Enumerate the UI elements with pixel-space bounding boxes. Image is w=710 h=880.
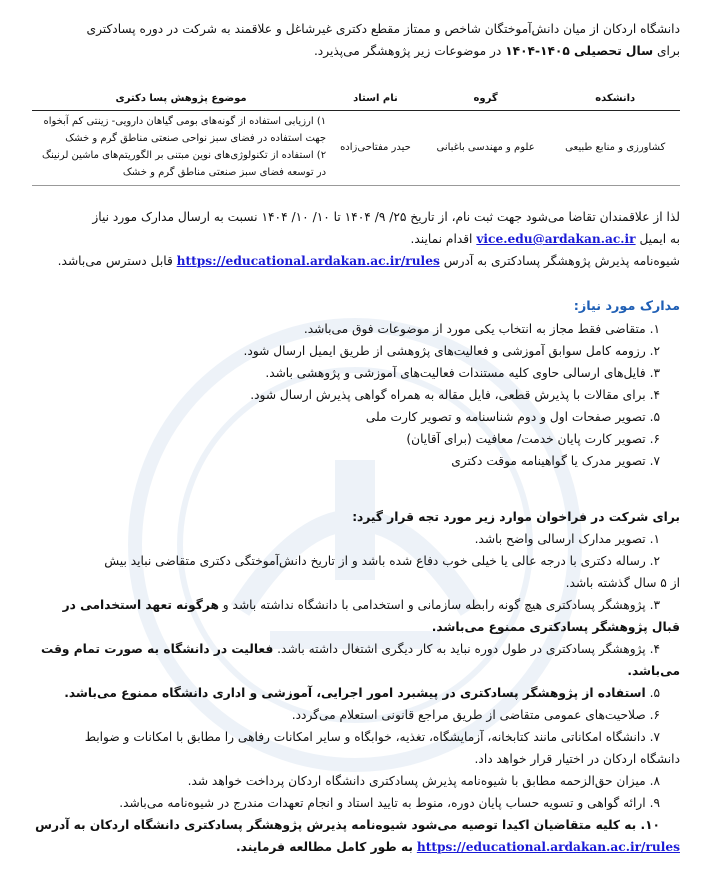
email-link[interactable]: vice.edu@ardakan.ac.ir	[476, 232, 636, 246]
intro-line-2-post: در موضوعات زیر پژوهشگر می‌پذیرد.	[313, 44, 502, 58]
condition-3-line-2	[32, 616, 680, 638]
cell-group: علوم و مهندسی باغبانی	[421, 111, 551, 186]
registration-line-2	[32, 228, 680, 250]
conditions-title	[32, 506, 680, 528]
list-item: ۷. تصویر مدرک یا گواهینامه موقت دکتری	[451, 454, 660, 468]
list-item: ۱. متقاضی فقط مجاز به انتخاب یکی مورد از موضوعات فوق می‌باشد.	[303, 322, 660, 336]
registration-line-2-post: اقدام نمایند.	[410, 232, 473, 246]
condition-2-line-2: از ۵ سال گذشته باشد.	[565, 576, 680, 590]
intro-line-2-pre: برای	[656, 44, 680, 58]
header-topic: موضوع پژوهش پسا دکتری	[32, 88, 330, 111]
list-item: ۵. تصویر صفحات اول و دوم شناسنامه و تصویر کارت ملی	[365, 410, 660, 424]
condition-4	[32, 638, 680, 660]
condition-6: ۶. صلاحیت‌های عمومی متقاضی از طریق مراجع قانونی استعلام می‌گردد.	[291, 708, 660, 722]
condition-4-text: ۴. پژوهشگر پسادکتری در طول دوره نباید به کار دیگری اشتغال داشته باشد.	[277, 642, 660, 656]
registration-line-1: لذا از علاقمندان تقاضا می‌شود جهت ثبت نام، از تاریخ ۲۵/ ۹/ ۱۴۰۴ تا ۱۰/ ۱۰/ ۱۴۰۴ نسبت به ارسال مدارک مورد نیاز	[92, 210, 680, 224]
condition-7-line-2: دانشگاه اردکان در اختیار قرار خواهد داد.	[474, 752, 680, 766]
list-item: ۶. تصویر کارت پایان خدمت/ معافیت (برای آقایان)	[406, 432, 660, 446]
header-professor: نام استاد	[330, 88, 421, 111]
condition-4-bold-2: می‌باشد.	[627, 664, 680, 678]
condition-10-bold-2: به طور کامل مطالعه فرمایند.	[236, 840, 413, 854]
condition-4-line-2	[32, 660, 680, 682]
academic-year: سال تحصیلی ۱۴۰۵-۱۴۰۴	[505, 44, 654, 58]
condition-3-bold-2: قبال پژوهشگر پسادکتری ممنوع می‌باشد.	[431, 620, 680, 634]
table-header-row	[32, 88, 680, 111]
list-item: ۳. فایل‌های ارسالی حاوی کلیه مستندات فعالیت‌های آموزشی و پژوهشی باشد.	[265, 366, 660, 380]
header-group: گروه	[421, 88, 551, 111]
condition-10-bold-1: ۱۰. به کلیه متقاضیان اکیدا توصیه می‌شود شیوه‌نامه پذیرش پژوهشگر پسادکتری دانشگاه اردکان به آدرس	[35, 818, 660, 832]
condition-3-bold-1: هرگونه تعهد استخدامی در	[62, 598, 219, 612]
conditions-title-text: برای شرکت در فراخوان موارد زیر مورد تجه قرار گیرد:	[352, 510, 680, 524]
list-item: ۲. رزومه کامل سوابق آموزشی و فعالیت‌های پژوهشی از طریق ایمیل ارسال شود.	[243, 344, 660, 358]
condition-8: ۸. میزان حق‌الزحمه مطابق با شیوه‌نامه پذیرش پسادکتری دانشگاه اردکان پرداخت خواهد شد.	[187, 774, 660, 788]
cell-faculty: کشاورزی و منابع طبیعی	[550, 111, 680, 186]
registration-line-3	[32, 250, 680, 272]
intro-line-2	[32, 40, 680, 62]
condition-2-line-1: ۲. رساله دکتری با درجه عالی یا خیلی خوب دفاع شده باشد و از تاریخ دانش‌آموختگی دکتری متقاضی نباید بیش	[104, 554, 660, 568]
table-row	[32, 111, 680, 186]
documents-list	[32, 318, 680, 472]
condition-4-bold-1: فعالیت در دانشگاه به صورت تمام وقت	[41, 642, 274, 656]
intro-paragraph	[32, 18, 680, 62]
conditions-section	[32, 506, 680, 858]
condition-5	[32, 682, 680, 704]
rules-link-2[interactable]: https://educational.ardakan.ac.ir/rules	[416, 840, 680, 854]
registration-line-3-post: قابل دسترس می‌باشد.	[57, 254, 173, 268]
condition-3	[32, 594, 680, 616]
condition-7-line-1: ۷. دانشگاه امکاناتی مانند کتابخانه، آزمایشگاه، تغذیه، خوابگاه و سایر امکانات رفاهی را مطابق با امکانات و ضوابط	[84, 730, 660, 744]
header-faculty: دانشکده	[550, 88, 680, 111]
condition-9: ۹. ارائه گواهی و تسویه حساب پایان دوره، منوط به تایید استاد و انجام تعهدات مندرج در شیوه‌نامه می‌باشد.	[119, 796, 660, 810]
condition-1: ۱. تصویر مدارک ارسالی واضح باشد.	[474, 532, 660, 546]
research-table-wrapper	[32, 88, 680, 186]
rules-link[interactable]: https://educational.ardakan.ac.ir/rules	[176, 254, 440, 268]
research-topics-table	[32, 88, 680, 186]
condition-10-line-2	[32, 836, 680, 858]
documents-title: مدارک مورد نیاز:	[573, 299, 680, 314]
registration-paragraph	[32, 206, 680, 272]
topic-1: ۱) ارزیابی استفاده از گونه‌های بومی گیاهان دارویی- زینتی کم آبخواه جهت استفاده در فضای سبز نواحی صنعتی مناطق گرم و خشک	[43, 116, 327, 144]
condition-3-text: ۳. پژوهشگر پسادکتری هیچ گونه رابطه سازمانی و استخدامی با دانشگاه نداشته باشد و	[222, 598, 660, 612]
topic-2: ۲) استفاده از تکنولوژی‌های نوین مبتنی بر الگوریتم‌های ماشین لرنینگ در توسعه فضای سبز صنعتی مناطق گرم و خشک	[42, 150, 327, 178]
registration-line-2-pre: به ایمیل	[639, 232, 680, 246]
condition-10-line-1	[32, 814, 680, 836]
intro-line-1: دانشگاه اردکان از میان دانش‌آموختگان شاخص و ممتاز مقطع دکتری غیرشاغل و علاقمند به شرکت در دوره پسادکتری	[86, 22, 680, 36]
list-item: ۴. برای مقالات با پذیرش قطعی، فایل مقاله به همراه گواهی پذیرش ارسال شود.	[250, 388, 660, 402]
condition-5-bold: استفاده از پژوهشگر پسادکتری در پیشبرد امور اجرایی، آموزشی و اداری دانشگاه ممنوع می‌باشد.	[64, 686, 646, 700]
registration-line-3-pre: شیوه‌نامه پذیرش پژوهشگر پسادکتری به آدرس	[443, 254, 680, 268]
cell-topics	[32, 111, 330, 186]
condition-5-number: ۵.	[649, 686, 660, 700]
documents-section	[32, 296, 680, 472]
cell-professor: حیدر مفتاحی‌زاده	[330, 111, 421, 186]
